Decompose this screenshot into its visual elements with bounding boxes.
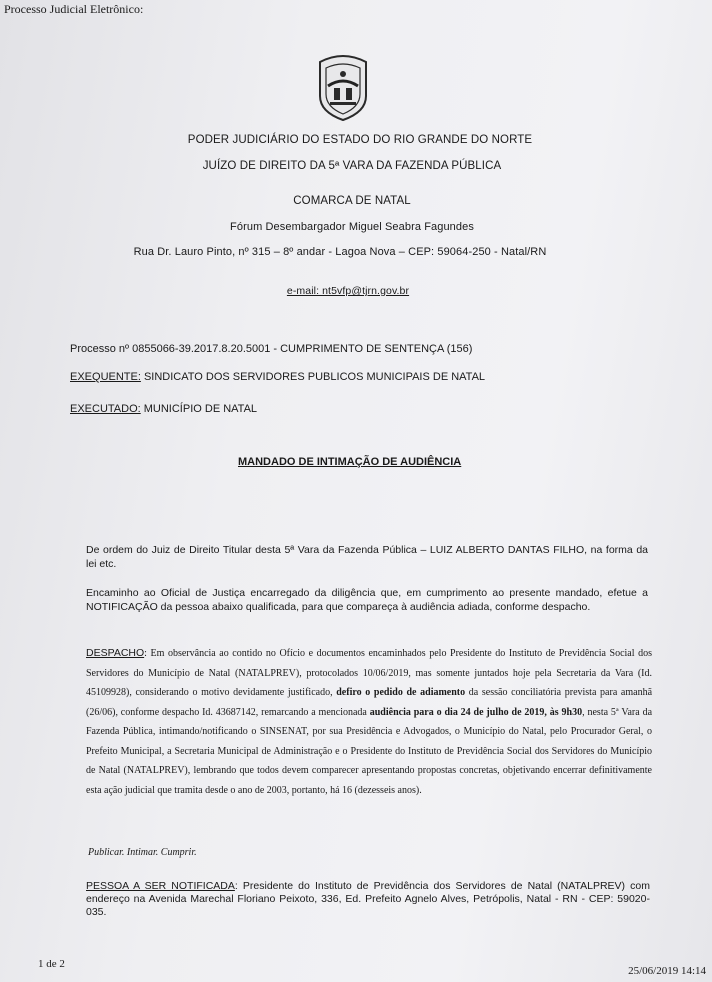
footer-timestamp: 25/06/2019 14:14: [628, 965, 706, 977]
despacho-text-c: da sessão conciliatória prevista para amanhã (26/06), conforme despacho Id. 43687142, remarcando a mencionada: [86, 687, 653, 718]
header-line-court: PODER JUDICIÁRIO DO ESTADO DO RIO GRANDE DO NORTE: [187, 134, 533, 146]
exequente-label: EXEQUENTE:: [70, 371, 141, 383]
page-number: 1 de 2: [38, 958, 65, 970]
header-email: e-mail: nt5vfp@tjrn.gov.br: [286, 285, 410, 297]
header-line-forum: Fórum Desembargador Miguel Seabra Fagundes: [230, 221, 474, 233]
document-title: MANDADO DE INTIMAÇÃO DE AUDIÊNCIA: [238, 456, 462, 468]
executado-line: [70, 403, 257, 415]
despacho-bold-audiencia: audiência para o dia 24 de julho de 2019, às 9h30: [369, 706, 583, 718]
closing-line: Publicar. Intimar. Cumprir.: [88, 847, 197, 858]
exequente-line: [70, 371, 485, 383]
case-number: Processo nº 0855066-39.2017.8.20.5001 - CUMPRIMENTO DE SENTENÇA (156): [70, 343, 473, 355]
paragraph-despacho: [86, 644, 652, 800]
despacho-label: DESPACHO: [86, 647, 145, 659]
paragraph-order: De ordem do Juiz de Direito Titular desta 5ª Vara da Fazenda Pública – LUIZ ALBERTO DANTAS FILHO, na forma da lei etc.: [86, 544, 648, 570]
header-line-address: Rua Dr. Lauro Pinto, nº 315 – 8º andar - Lagoa Nova – CEP: 59064-250 - Natal/RN: [133, 246, 547, 258]
executado-label: EXECUTADO:: [70, 403, 141, 415]
notificada-text: : Presidente do Instituto de Previdência dos Servidores de Natal (NATALPREV) com endereço na Avenida Marechal Floriano Peixoto, 336, Ed. Prefeito Agnelo Alves, Petrópolis, Natal - RN - CEP: 59020-035.: [86, 880, 650, 918]
despacho-text-a: : Em observância ao contido no Ofício e documentos encaminhados pelo Presidente do Instituto de Previdência Social dos Servidores do Município de Natal (NATALPREV), protocolados 10/06/2019, mas somente juntados hoje pela Secretaria da Vara (Id. 45109928), considerando o motivo devidamente justificado,: [86, 648, 652, 698]
executado-value: MUNICÍPIO DE NATAL: [140, 403, 258, 415]
paragraph-notificada: [86, 880, 650, 919]
coat-of-arms-icon: [312, 52, 374, 122]
exequente-value: SINDICATO DOS SERVIDORES PUBLICOS MUNICIPAIS DE NATAL: [140, 371, 486, 383]
notificada-label: PESSOA A SER NOTIFICADA: [86, 880, 235, 892]
despacho-bold-adiamento: defiro o pedido de adiamento: [336, 687, 466, 698]
header-line-comarca: COMARCA DE NATAL: [293, 195, 411, 207]
despacho-text-d: , nesta 5ª Vara da Fazenda Pública, intimando/notificando o SINSENAT, por sua Presidência e Advogados, o Município do Natal, pelo Procurador Geral, o Prefeito Municipal, a Secretaria Municipal de Administração e o Presidente do Instituto de Previdência Social dos Servidores do Município de Natal (NATALPREV), lembrando que todos devem comparecer apresentando propostas concretas, objetivando encerrar definitivamente esta ação judicial que tramita desde o ano de 2003, portanto, há 16 (dezesseis anos).: [86, 706, 653, 796]
top-label: Processo Judicial Eletrônico:: [4, 2, 144, 16]
paragraph-instruction: Encaminho ao Oficial de Justiça encarregado da diligência que, em cumprimento ao presente mandado, efetue a NOTIFICAÇÃO da pessoa abaixo qualificada, para que compareça à audiência adiada, conforme despacho.: [86, 587, 648, 613]
header-line-vara: JUÍZO DE DIREITO DA 5ª VARA DA FAZENDA PÚBLICA: [202, 160, 502, 172]
